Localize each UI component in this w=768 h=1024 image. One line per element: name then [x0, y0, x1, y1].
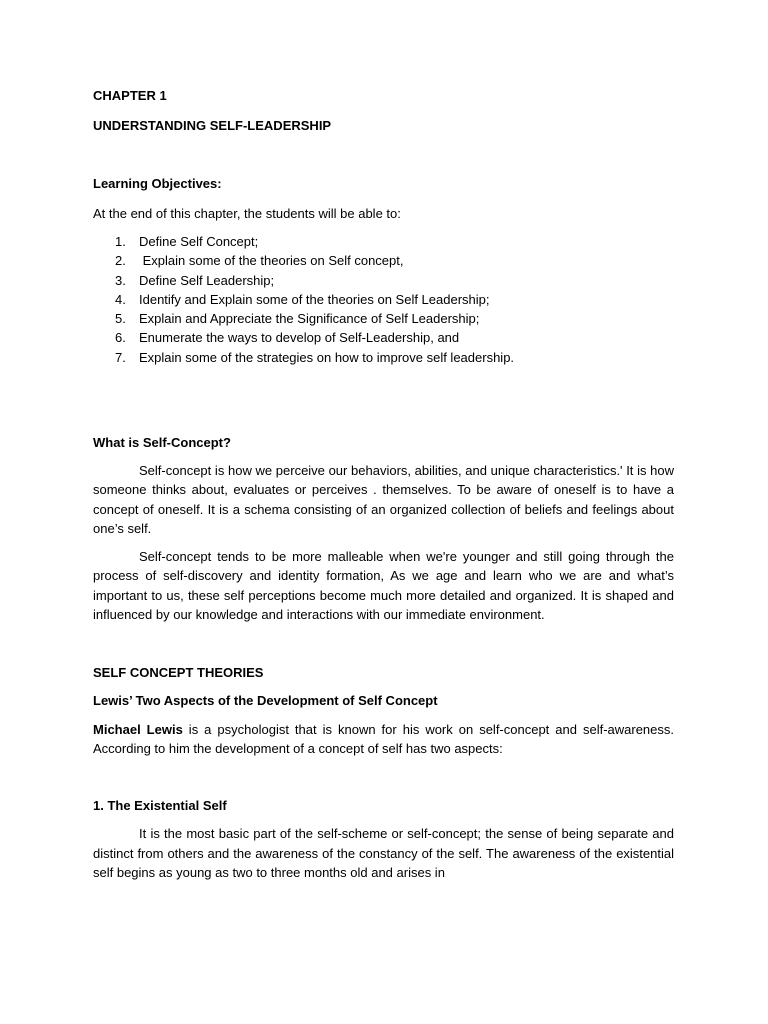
objective-number: 6.	[115, 330, 126, 346]
objective-item	[93, 348, 674, 367]
lewis-heading: Lewis’ Two Aspects of the Development of Self Concept	[93, 693, 438, 709]
objective-item	[93, 251, 674, 270]
objective-text: Define Self Leadership;	[139, 272, 275, 288]
existential-self-heading: 1. The Existential Self	[93, 797, 227, 813]
objectives-list	[93, 232, 674, 367]
self-concept-heading: What is Self-Concept?	[93, 435, 231, 451]
objective-text: Explain some of the theories on Self concept,	[139, 253, 404, 269]
lewis-paragraph	[93, 720, 674, 759]
objective-number: 3.	[115, 272, 126, 288]
chapter-label: CHAPTER 1	[93, 88, 167, 103]
self-concept-paragraph-1: Self-concept is how we perceive our behaviors, abilities, and unique characteristics.' It is how someone thinks about, evaluates or perceives . themselves. To be aware of oneself is to have a concept of oneself. It is a schema consisting of an organized collection of beliefs and feelings about one’s self.	[93, 462, 674, 537]
objective-item	[93, 232, 674, 251]
chapter-title: UNDERSTANDING SELF-LEADERSHIP	[93, 117, 332, 133]
objective-text: Explain and Appreciate the Significance of Self Leadership;	[139, 311, 480, 327]
document-body	[93, 86, 674, 883]
objective-number: 5.	[115, 311, 126, 327]
objective-item	[93, 290, 674, 309]
self-concept-paragraph-2: Self-concept tends to be more malleable when we're younger and still going through the process of self-discovery and identity formation, As we age and learn who we are and what’s important to us, these self perceptions become much more detailed and organized. It is shaped and influenced by our knowledge and interactions with our immediate environment.	[93, 548, 674, 623]
objectives-intro: At the end of this chapter, the students will be able to:	[93, 205, 401, 221]
objective-text: Identify and Explain some of the theories on Self Leadership;	[139, 291, 490, 307]
objective-text: Define Self Concept;	[139, 234, 259, 249]
theories-heading: SELF CONCEPT THEORIES	[93, 664, 264, 680]
objective-text: Enumerate the ways to develop of Self-Leadership, and	[139, 330, 460, 346]
objective-item	[93, 309, 674, 328]
objective-item	[93, 328, 674, 347]
objective-number: 2.	[115, 253, 126, 269]
existential-self-paragraph: It is the most basic part of the self-scheme or self-concept; the sense of being separate and distinct from others and the awareness of the constancy of the self. The awareness of the existential self begins as young as two to three months old and arises in	[93, 826, 674, 881]
objective-text: Explain some of the strategies on how to improve self leadership.	[139, 349, 515, 365]
objective-item	[93, 271, 674, 290]
objective-number: 4.	[115, 291, 126, 307]
objectives-heading: Learning Objectives:	[93, 176, 222, 191]
objective-number: 1.	[115, 234, 126, 249]
objective-number: 7.	[115, 349, 126, 365]
lewis-text: is a psychologist that is known for his work on self-concept and self-awareness. According to him the development of a concept of self has two aspects:	[93, 721, 675, 757]
lewis-name: Michael Lewis	[93, 721, 183, 737]
